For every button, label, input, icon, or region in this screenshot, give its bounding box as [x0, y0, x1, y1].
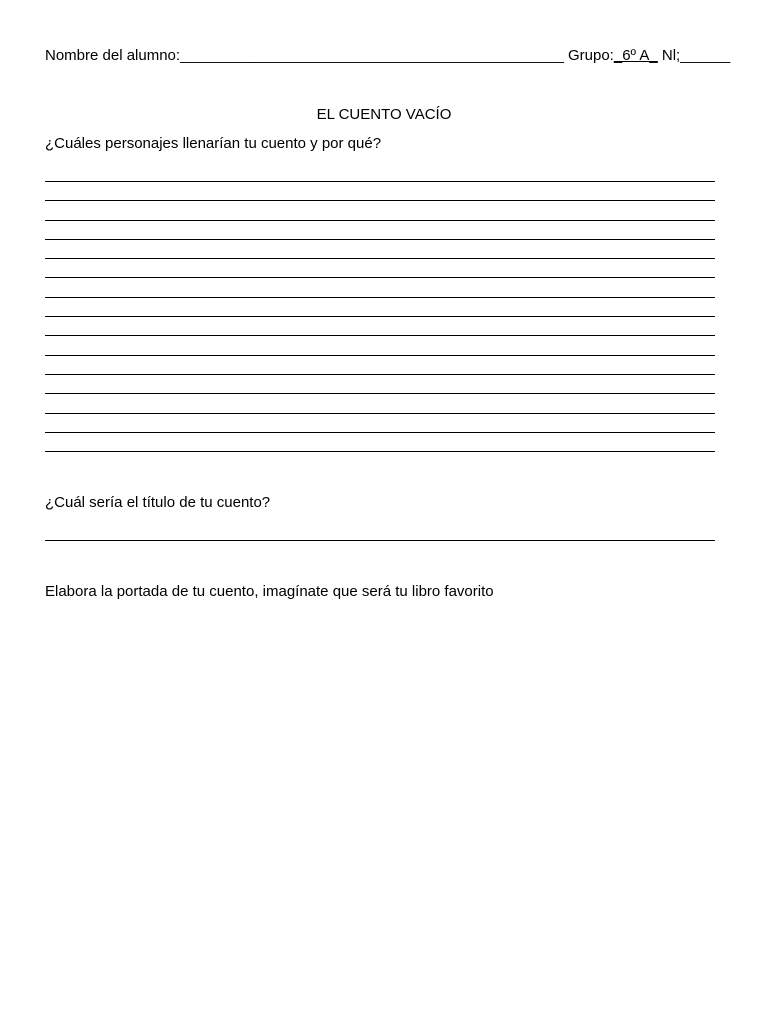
- answer-line[interactable]: [45, 355, 715, 356]
- group-value: _6º A_: [613, 47, 658, 64]
- characters-answer-area[interactable]: [45, 181, 715, 470]
- story-title-answer-line[interactable]: [45, 540, 715, 541]
- question-characters: ¿Cuáles personajes llenarían tu cuento y por qué?: [45, 135, 382, 152]
- answer-line[interactable]: [45, 181, 715, 182]
- answer-line[interactable]: [45, 393, 715, 394]
- answer-line[interactable]: [45, 277, 715, 278]
- answer-line[interactable]: [45, 451, 715, 452]
- student-header: [45, 47, 731, 65]
- cover-drawing-area[interactable]: [45, 615, 715, 995]
- answer-line[interactable]: [45, 258, 715, 259]
- answer-line[interactable]: [45, 297, 715, 298]
- answer-line[interactable]: [45, 316, 715, 317]
- nl-blank[interactable]: ______: [680, 47, 731, 64]
- instruction-book-cover: Elabora la portada de tu cuento, imagínate que será tu libro favorito: [45, 583, 494, 600]
- answer-line[interactable]: [45, 432, 715, 433]
- group-label: Grupo:: [563, 47, 614, 64]
- answer-line[interactable]: [45, 220, 715, 221]
- answer-line[interactable]: [45, 413, 715, 414]
- answer-line[interactable]: [45, 239, 715, 240]
- student-name-blank[interactable]: ______________________________________________: [180, 47, 564, 64]
- student-name-label: Nombre del alumno:: [45, 47, 181, 64]
- answer-line[interactable]: [45, 335, 715, 336]
- nl-label: Nl;: [657, 47, 681, 64]
- answer-line[interactable]: [45, 374, 715, 375]
- answer-line[interactable]: [45, 200, 715, 201]
- worksheet-title: EL CUENTO VACÍO: [316, 106, 452, 123]
- question-story-title: ¿Cuál sería el título de tu cuento?: [45, 494, 271, 511]
